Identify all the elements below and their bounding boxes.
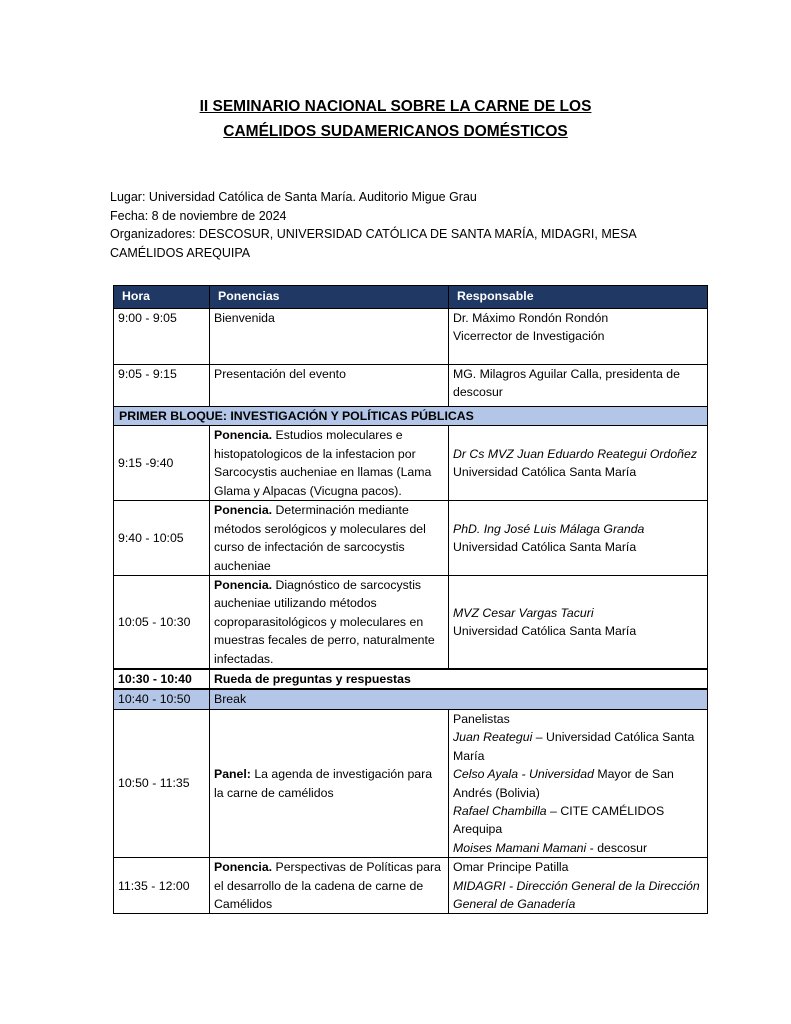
header-responsable: Responsable — [449, 286, 708, 309]
document-title — [0, 94, 791, 144]
responsable-org: MIDAGRI - Dirección General de la Dirección General de Ganadería — [453, 878, 700, 911]
ponencia-text: Estudios moleculares e histopatologicos de la infestacion por Sarcocystis aucheniae en llamas (Lama Glama y Alpacas (Vicugna pacos). — [214, 428, 432, 498]
qa-text: Rueda de preguntas y respuestas — [210, 669, 708, 689]
ponencia-label: Ponencia. — [214, 860, 273, 875]
ponencia-label: Ponencia. — [214, 578, 273, 593]
panel-label: Panel: — [214, 767, 251, 782]
table-row — [114, 365, 708, 407]
table-row — [114, 576, 708, 670]
responsable-name: PhD. Ing José Luis Málaga Granda — [453, 521, 645, 536]
hora-cell: 10:30 - 10:40 — [114, 669, 210, 689]
title-line-1: II SEMINARIO NACIONAL SOBRE LA CARNE DE LOS — [199, 98, 592, 115]
header-ponencias: Ponencias — [210, 286, 449, 309]
qa-row — [114, 669, 708, 689]
panel-text: La agenda de investigación para la carne de camélidos — [214, 767, 433, 800]
responsable-name: Omar Principe Patilla — [453, 860, 569, 875]
ponencia-text: Diagnóstico de sarcocystis aucheniae utilizando métodos coproparasitológicos y moleculares en muestras fecales de perro, naturalmente infectadas. — [214, 578, 435, 666]
responsable-cell — [449, 501, 708, 576]
responsable-org: Universidad Católica Santa María — [453, 540, 637, 555]
panelist: Celso Ayala - Universidad Mayor de San Andrés (Bolivia) — [453, 767, 674, 800]
hora-cell: 9:05 - 9:15 — [114, 365, 210, 407]
event-info — [110, 188, 670, 262]
responsable-role: Vicerrector de Investigación — [453, 329, 605, 344]
table-row — [114, 309, 708, 365]
panelist: Moises Mamani Mamani - descosur — [453, 840, 648, 855]
ponencia-cell: Presentación del evento — [210, 365, 449, 407]
responsable-name: MVZ Cesar Vargas Tacuri — [453, 605, 594, 620]
ponencia-cell: Bienvenida — [210, 309, 449, 365]
responsable-cell — [449, 576, 708, 670]
hora-cell: 9:15 -9:40 — [114, 426, 210, 501]
responsable-org: Universidad Católica Santa María — [453, 624, 637, 639]
title-line-2: CAMÉLIDOS SUDAMERICANOS DOMÉSTICOS — [223, 123, 568, 140]
section-row — [114, 407, 708, 426]
table-row — [114, 501, 708, 576]
ponencia-cell — [210, 501, 449, 576]
header-hora: Hora — [114, 286, 210, 309]
responsable-cell — [449, 309, 708, 365]
organizadores: Organizadores: DESCOSUR, UNIVERSIDAD CATÓLICA DE SANTA MARÍA, MIDAGRI, MESA CAMÉLIDOS AREQUIPA — [110, 227, 637, 260]
program-table — [113, 285, 708, 914]
panelist: Juan Reategui – Universidad Católica Santa María — [453, 730, 695, 763]
hora-cell: 11:35 - 12:00 — [114, 858, 210, 914]
responsable-cell — [449, 709, 708, 857]
break-row — [114, 689, 708, 709]
panelistas-heading: Panelistas — [453, 711, 510, 726]
table-row — [114, 426, 708, 501]
ponencia-cell — [210, 709, 449, 857]
hora-cell: 9:40 - 10:05 — [114, 501, 210, 576]
responsable-cell — [449, 426, 708, 501]
responsable-cell — [449, 858, 708, 914]
responsable-name: Dr. Máximo Rondón Rondón — [453, 311, 609, 325]
section-title: PRIMER BLOQUE: INVESTIGACIÓN Y POLÍTICAS PÚBLICAS — [114, 407, 708, 426]
panelist: Rafael Chambilla – CITE CAMÉLIDOS Arequipa — [453, 803, 665, 837]
ponencia-text: Determinación mediante métodos serológicos y moleculares del curso de infectación de sarcocystis aucheniae — [214, 503, 426, 573]
ponencia-label: Ponencia. — [214, 503, 273, 518]
table-row — [114, 858, 708, 914]
table-header-row — [114, 286, 708, 309]
fecha: Fecha: 8 de noviembre de 2024 — [110, 208, 287, 223]
ponencia-label: Ponencia. — [214, 428, 273, 443]
lugar: Lugar: Universidad Católica de Santa María. Auditorio Migue Grau — [110, 190, 477, 204]
table-row — [114, 709, 708, 857]
ponencia-cell — [210, 858, 449, 914]
ponencia-cell — [210, 576, 449, 670]
responsable-cell: MG. Milagros Aguilar Calla, presidenta de descosur — [449, 365, 708, 407]
ponencia-text: Perspectivas de Políticas para el desarrollo de la cadena de carne de Camélidos — [214, 860, 441, 911]
ponencia-cell — [210, 426, 449, 501]
break-text: Break — [210, 689, 708, 709]
responsable-org: Universidad Católica Santa María — [453, 465, 637, 480]
hora-cell: 10:05 - 10:30 — [114, 576, 210, 670]
hora-cell: 10:40 - 10:50 — [114, 689, 210, 709]
hora-cell: 10:50 - 11:35 — [114, 709, 210, 857]
responsable-name: Dr Cs MVZ Juan Eduardo Reategui Ordoñez — [453, 447, 698, 461]
hora-cell: 9:00 - 9:05 — [114, 309, 210, 365]
